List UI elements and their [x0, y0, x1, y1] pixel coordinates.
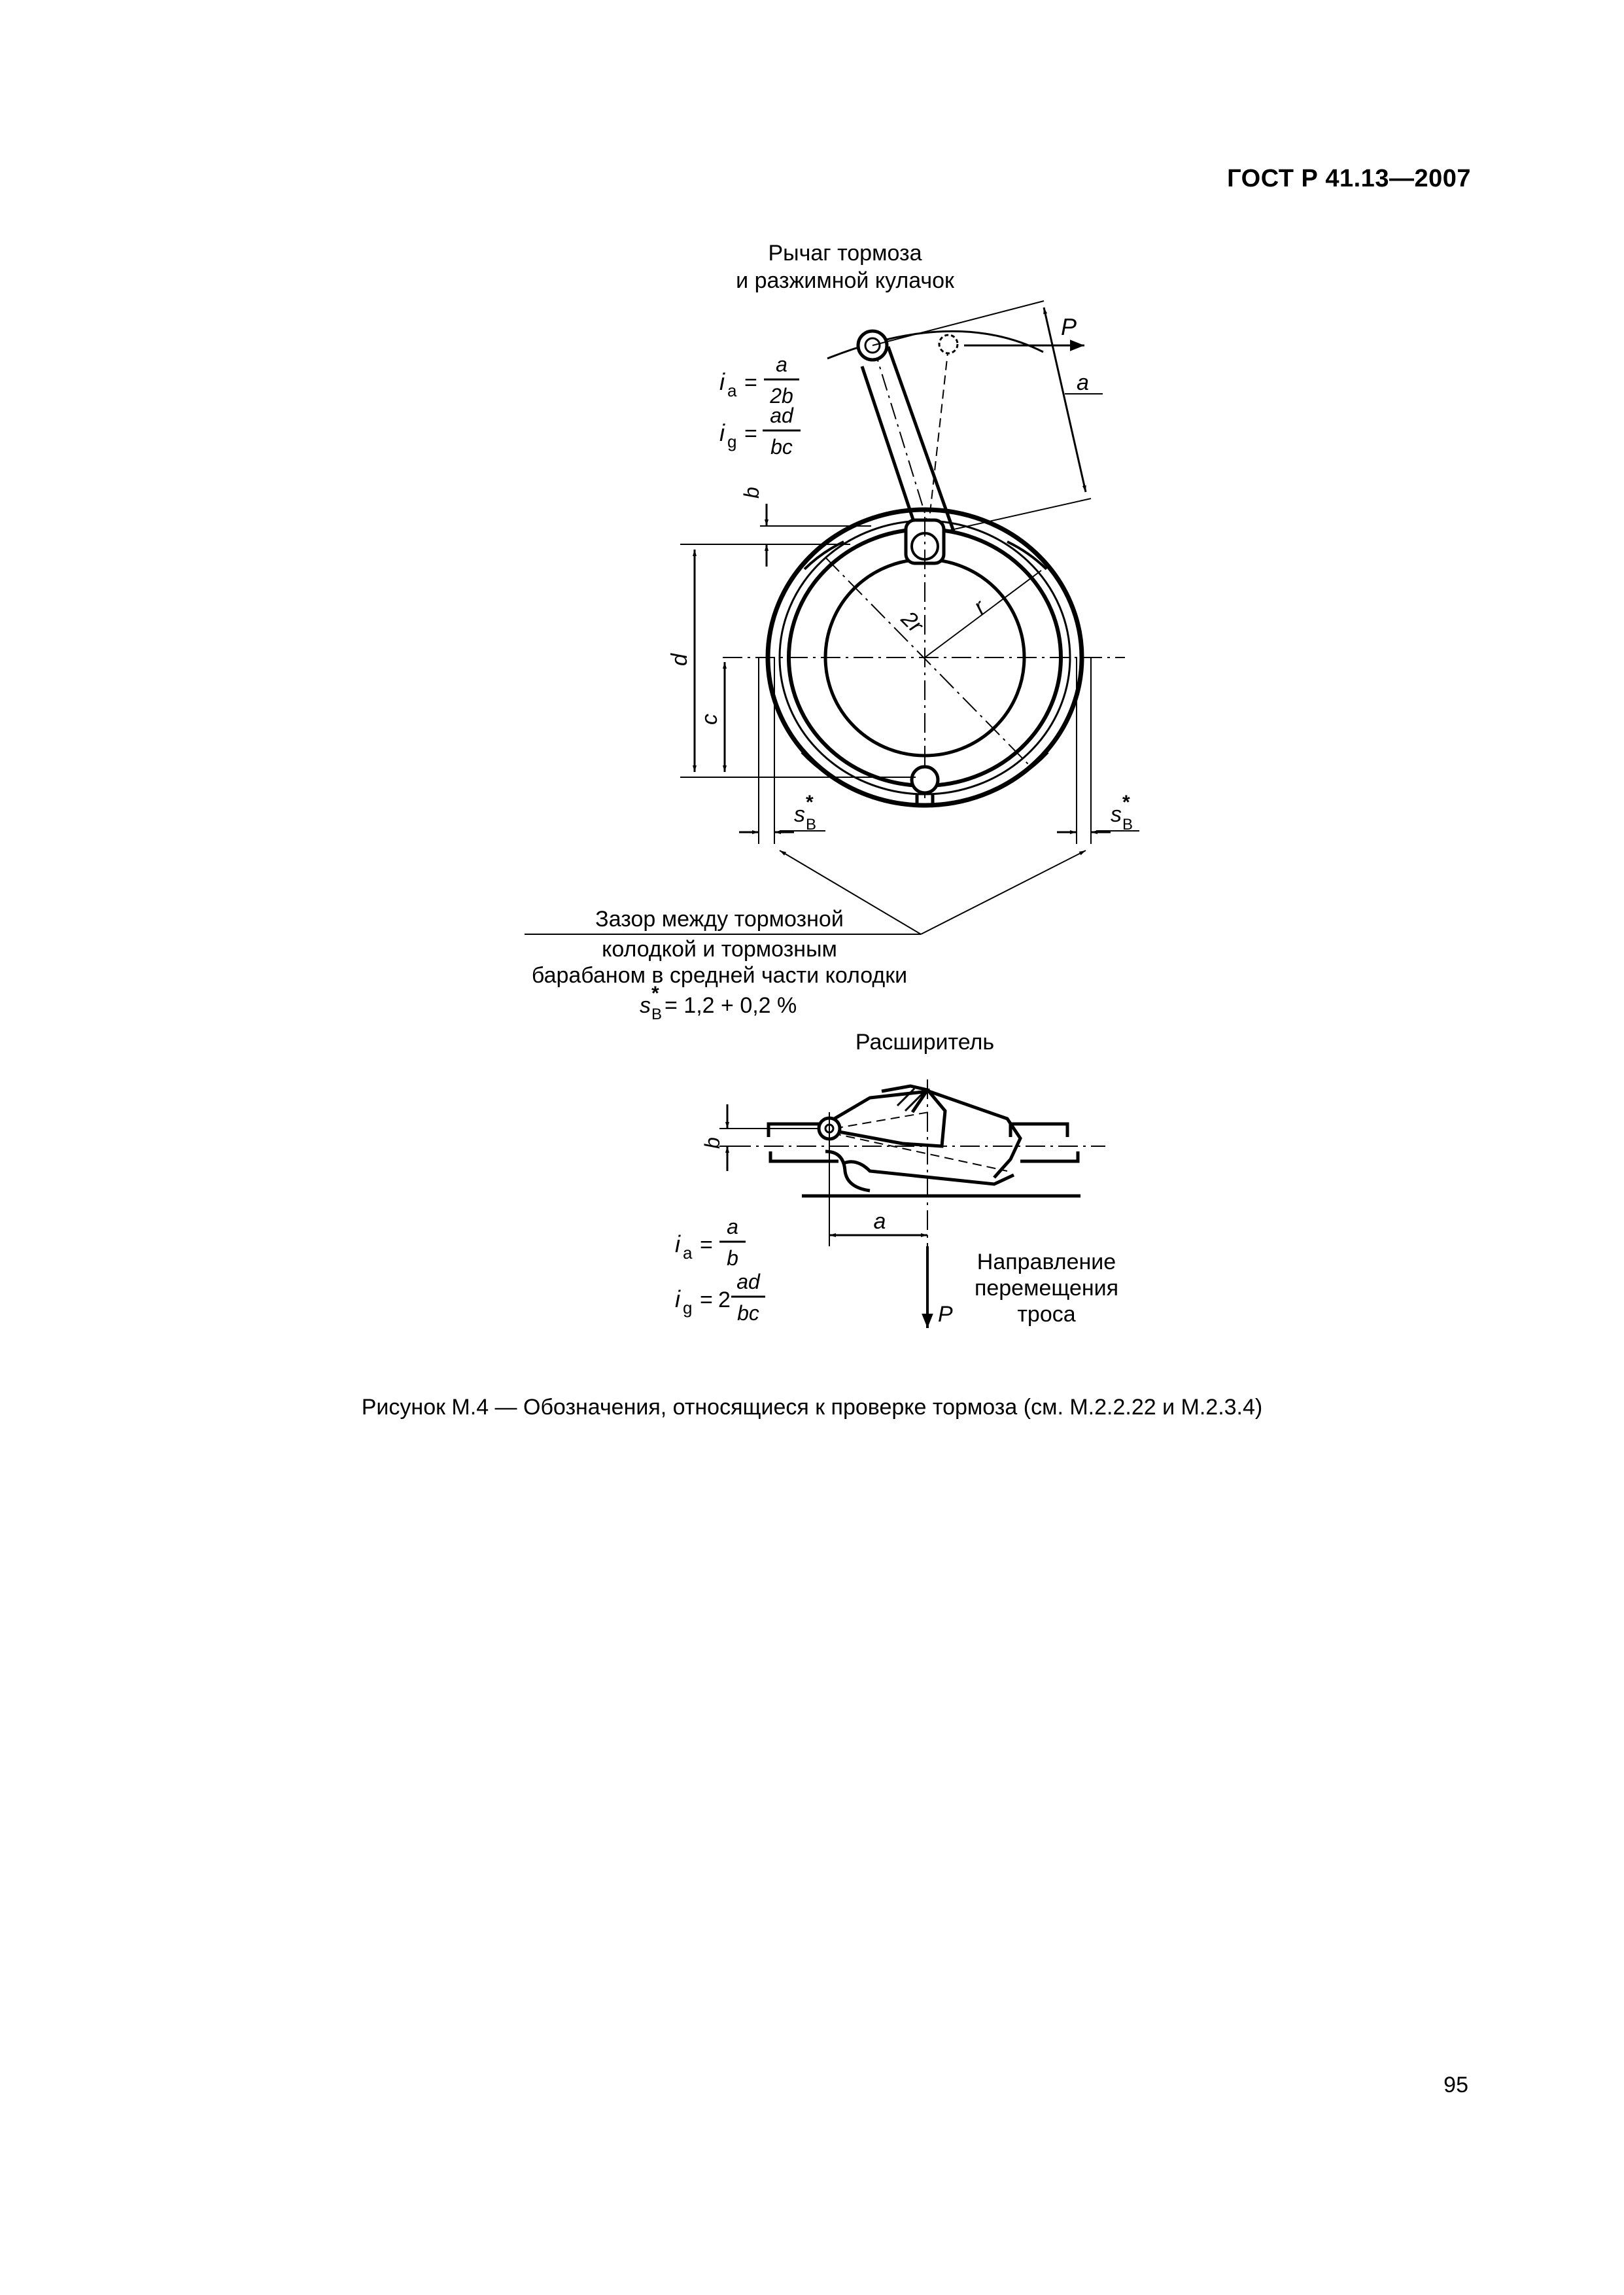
svg-text:B: B [806, 816, 817, 833]
label-2r: 2r [896, 606, 928, 639]
svg-text:a: a [776, 353, 787, 376]
expander-title: Расширитель [855, 1030, 995, 1055]
svg-text:=: = [700, 1233, 713, 1257]
svg-text:s: s [640, 993, 651, 1018]
svg-text:троса: троса [1017, 1302, 1076, 1327]
svg-text:a: a [683, 1243, 693, 1263]
expander-drawing [675, 1030, 1118, 1328]
brake-drum [723, 510, 1125, 811]
label-P-bottom: P [938, 1302, 953, 1327]
svg-text:g: g [727, 432, 737, 451]
svg-text:= 1,2 + 0,2 %: = 1,2 + 0,2 % [665, 993, 797, 1018]
svg-text:2b: 2b [770, 384, 793, 408]
svg-text:Направление: Направление [976, 1250, 1116, 1274]
svg-text:=: = [700, 1288, 713, 1312]
svg-text:колодкой и тормозным: колодкой и тормозным [602, 937, 837, 962]
direction-note [975, 1250, 1118, 1327]
svg-text:a: a [727, 1215, 738, 1238]
brake-lever-drawing [525, 241, 1139, 1023]
page-number: 95 [1443, 2073, 1468, 2097]
svg-text:*: * [1122, 792, 1130, 813]
label-b-top: b [740, 487, 763, 499]
svg-text:i: i [719, 368, 725, 395]
label-r: r [969, 595, 990, 620]
svg-text:i: i [675, 1231, 680, 1257]
formula-ia-top [719, 353, 799, 408]
svg-text:ad: ad [770, 404, 793, 427]
svg-text:s: s [794, 802, 805, 827]
svg-text:B: B [1122, 816, 1133, 833]
svg-text:ad: ad [736, 1270, 760, 1293]
formula-ia-bottom [675, 1215, 746, 1270]
svg-text:g: g [683, 1298, 693, 1318]
top-title-line2: и разжимной кулачок [736, 268, 954, 293]
svg-text:s: s [1111, 802, 1122, 827]
gap-note [532, 907, 907, 1023]
brake-lever [858, 331, 958, 536]
label-d: d [667, 654, 692, 666]
svg-text:i: i [719, 419, 725, 446]
svg-text:b: b [727, 1246, 738, 1270]
svg-text:i: i [675, 1286, 680, 1312]
svg-text:B: B [651, 1006, 663, 1023]
label-a-bottom: a [873, 1209, 886, 1234]
label-sB-left [794, 792, 816, 833]
svg-text:*: * [651, 983, 659, 1004]
svg-text:bc: bc [770, 435, 793, 459]
svg-text:перемещения: перемещения [974, 1276, 1119, 1301]
svg-text:a: a [727, 381, 737, 400]
top-title-line1: Рычаг тормоза [768, 241, 922, 266]
document-number: ГОСТ Р 41.13—2007 [1227, 165, 1471, 192]
svg-text:*: * [806, 792, 814, 813]
label-P-top: P [1061, 313, 1077, 340]
label-c: c [697, 714, 722, 725]
figure-caption: Рисунок М.4 — Обозначения, относящиеся к проверке тормоза (см. М.2.2.22 и М.2.3.4) [361, 1395, 1263, 1420]
svg-text:2: 2 [718, 1288, 731, 1312]
svg-text:Зазор между тормозной: Зазор между тормозной [595, 907, 844, 932]
formula-ig-bottom [675, 1270, 765, 1325]
svg-text:bc: bc [737, 1301, 759, 1325]
label-sB-right [1111, 792, 1133, 833]
svg-text:=: = [744, 370, 757, 395]
label-a-top: a [1077, 370, 1089, 395]
svg-text:=: = [744, 421, 757, 446]
label-b-bottom: b [700, 1137, 724, 1149]
formula-ig-top [719, 404, 801, 459]
svg-text:барабаном в средней части коло: барабаном в средней части колодки [531, 963, 908, 988]
